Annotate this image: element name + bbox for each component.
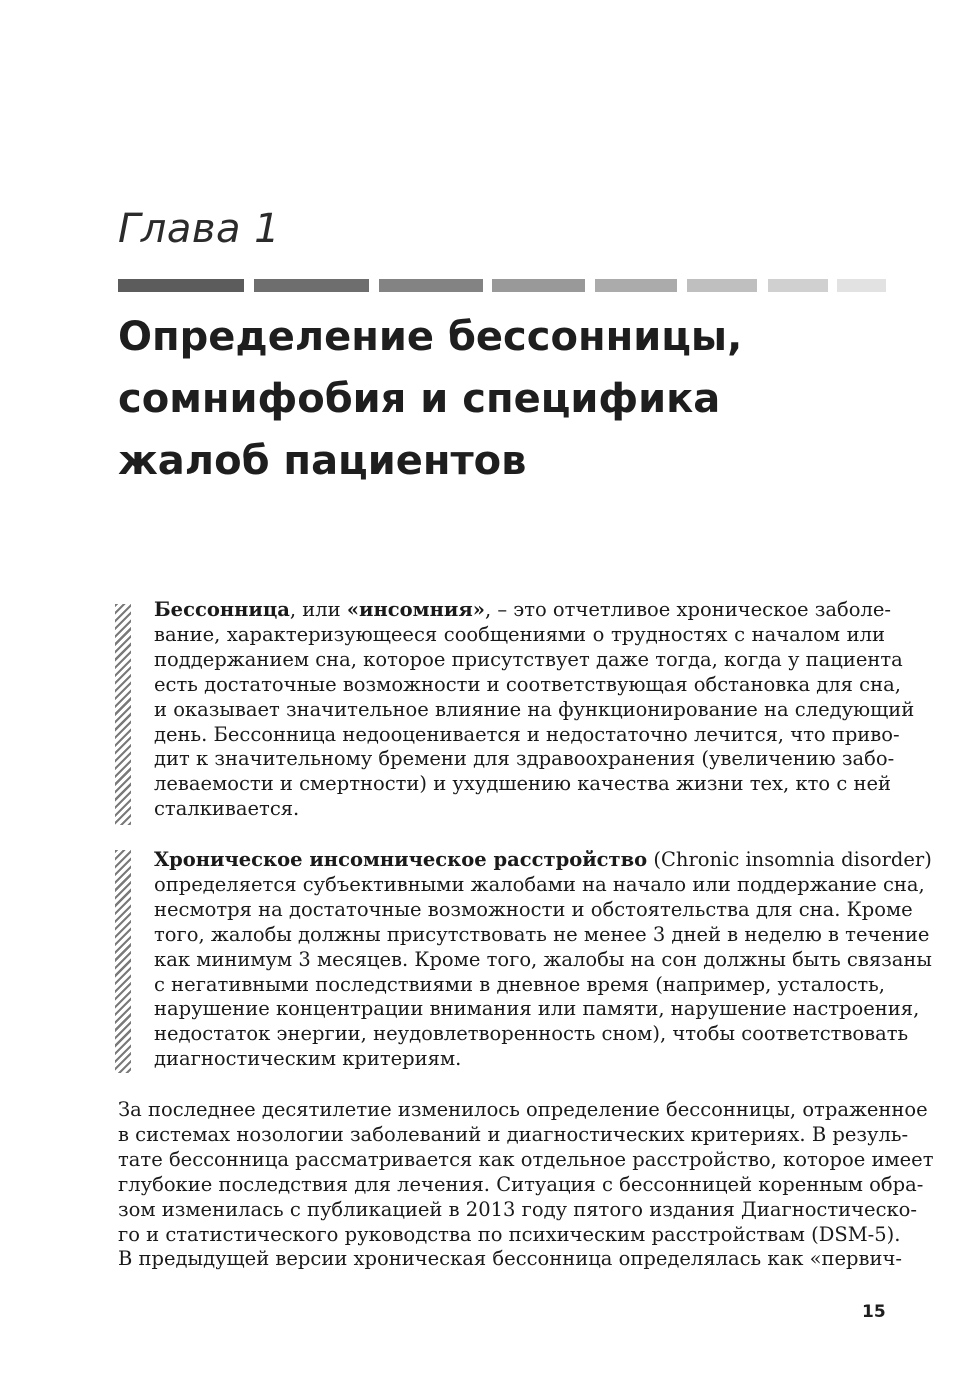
definition-line: поддержанием сна, которое присутствует даже тогда, когда у пациента [154, 647, 903, 671]
divider-bar [687, 279, 757, 292]
term-chronic-insomnia: Хроническое инсомническое расстройство [154, 848, 648, 871]
term-insomnia: Бессонница [154, 598, 290, 621]
page-number: 15 [862, 1302, 886, 1322]
definition-line: есть достаточные возможности и соответствующая обстановка для сна, [154, 672, 901, 696]
divider-bar [595, 279, 677, 292]
definition-marker [115, 604, 131, 825]
definition-line: несмотря на достаточные возможности и обстоятельства для сна. Кроме [154, 897, 913, 921]
body-line: го и статистического руководства по психическим расстройствам (DSM-5). [118, 1222, 901, 1246]
definition-line: Бессонница, или «инсомния», – это отчетливое хроническое заболе- [154, 598, 892, 621]
chapter-title [118, 306, 918, 492]
definition-line: Хроническое инсомническое расстройство (Chronic insomnia disorder) [154, 848, 932, 871]
chapter-label: Глава 1 [118, 206, 281, 252]
body-line: За последнее десятилетие изменилось определение бессонницы, отраженное [118, 1098, 928, 1121]
divider-bar [492, 279, 585, 292]
definition-chronic-insomnia [154, 848, 932, 1072]
chapter-title-line: Определение бессонницы, [118, 314, 743, 360]
definition-line: дит к значительному бремени для здравоохранения (увеличению забо- [154, 747, 895, 771]
chapter-title-line: сомнифобия и специфика [118, 376, 721, 422]
definition-line: леваемости и смертности) и ухудшению качества жизни тех, кто с ней [154, 772, 892, 796]
divider-bar [118, 279, 244, 292]
divider-bar [837, 279, 886, 292]
definition-line: как минимум 3 месяцев. Кроме того, жалобы на сон должны быть связаны [154, 947, 932, 971]
definition-line: сталкивается. [154, 797, 300, 821]
definition-line: того, жалобы должны присутствовать не менее 3 дней в неделю в течение [154, 922, 930, 946]
definition-insomnia [154, 598, 915, 822]
divider-bar [379, 279, 483, 292]
body-line: глубокие последствия для лечения. Ситуация с бессонницей коренным обра- [118, 1172, 924, 1196]
body-line: зом изменилась с публикацией в 2013 году пятого издания Диагностическо- [118, 1197, 918, 1221]
definition-line: с негативными последствиями в дневное время (например, усталость, [154, 972, 885, 996]
definition-marker [115, 850, 131, 1073]
definition-line: диагностическим критериям. [154, 1047, 462, 1071]
divider-bar [254, 279, 369, 292]
body-line: в системах нозологии заболеваний и диагностических критериях. В резуль- [118, 1122, 909, 1146]
body-paragraph [118, 1098, 934, 1272]
chapter-divider-bars [118, 279, 886, 292]
body-line: тате бессонница рассматривается как отдельное расстройство, которое имеет [118, 1147, 934, 1171]
definition-line: определяется субъективными жалобами на начало или поддержание сна, [154, 872, 925, 896]
body-line: В предыдущей версии хроническая бессонница определялась как «первич- [118, 1247, 902, 1271]
definition-line: недостаток энергии, неудовлетворенность сном), чтобы соответствовать [154, 1022, 909, 1046]
definition-line: день. Бессонница недооценивается и недостаточно лечится, что приво- [154, 722, 900, 746]
definition-line: и оказывает значительное влияние на функционирование на следующий [154, 697, 915, 721]
definition-line: вание, характеризующееся сообщениями о трудностях с началом или [154, 622, 885, 646]
chapter-title-line: жалоб пациентов [118, 438, 527, 484]
term-insomnia-alt: «инсомния» [346, 598, 485, 621]
divider-bar [768, 279, 828, 292]
definition-line: нарушение концентрации внимания или памяти, нарушение настроения, [154, 997, 920, 1021]
